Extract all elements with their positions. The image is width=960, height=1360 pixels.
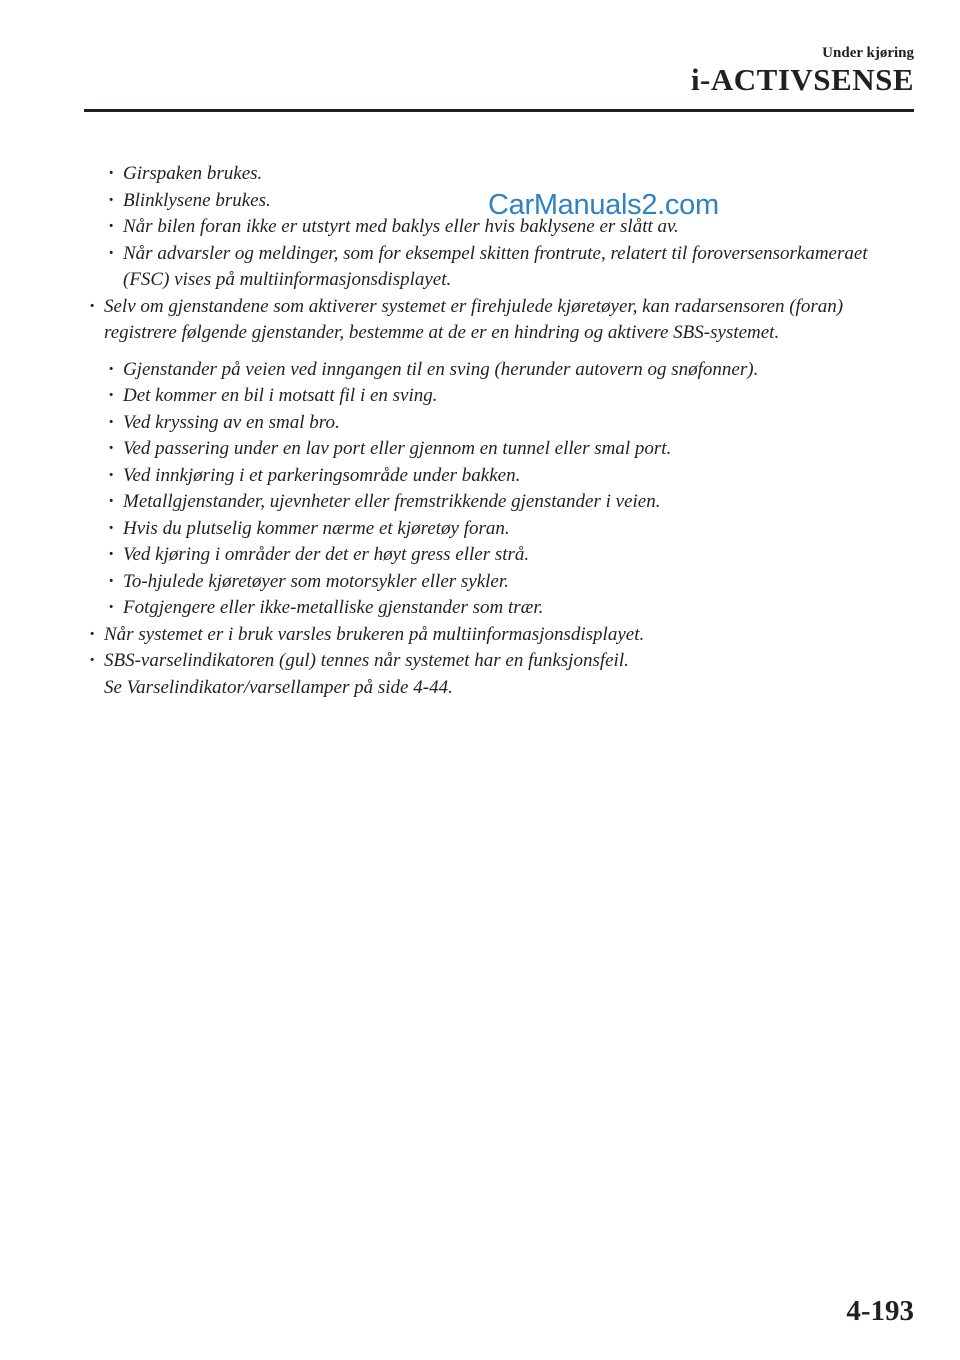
- page-header: [691, 44, 914, 98]
- list-item: · Ved innkjøring i et parkeringsområde under bakken.: [86, 463, 916, 490]
- bullet-item: · SBS-varselindikatoren (gul) tennes når systemet har en funksjonsfeil.: [86, 648, 916, 675]
- header-rule: [84, 109, 914, 112]
- list-item: · Hvis du plutselig kommer nærme et kjøretøy foran.: [86, 516, 916, 543]
- chapter-title: Under kjøring: [822, 45, 914, 61]
- list-item: · Ved passering under en lav port eller gjennom en tunnel eller smal port.: [86, 436, 916, 463]
- bullet-item: · Selv om gjenstandene som aktiverer systemet er firehjulede kjøretøyer, kan radarsensoren (foran) registrere følgende gjenstander, bestemme at de er en hindring og aktivere SBS-systemet.: [86, 294, 916, 347]
- list-item: · Ved kjøring i områder der det er høyt gress eller strå.: [86, 542, 916, 569]
- list-item: · Det kommer en bil i motsatt fil i en sving.: [86, 383, 916, 410]
- spacer: [86, 347, 916, 357]
- list-item: · Ved kryssing av en smal bro.: [86, 410, 916, 437]
- list-item: · Blinklysene brukes.: [86, 188, 916, 215]
- section-title: i-ACTIVSENSE: [690, 62, 914, 97]
- list-item: · Når bilen foran ikke er utstyrt med baklys eller hvis baklysene er slått av.: [86, 214, 916, 241]
- list-item: · Metallgjenstander, ujevnheter eller fremstrikkende gjenstander i veien.: [86, 489, 916, 516]
- list-item: · To-hjulede kjøretøyer som motorsykler eller sykler.: [86, 569, 916, 596]
- list-item: · Når advarsler og meldinger, som for eksempel skitten frontrute, relatert til foroversensorkameraet (FSC) vises på multiinformasjonsdisplayet.: [86, 241, 916, 294]
- page-number: 4-193: [846, 1295, 914, 1327]
- page-reference: Se Varselindikator/varsellamper på side 4-44.: [104, 676, 453, 698]
- list-item: · Girspaken brukes.: [86, 161, 916, 188]
- bullet-item: · Når systemet er i bruk varsles brukeren på multiinformasjonsdisplayet.: [86, 622, 916, 649]
- list-item: · Gjenstander på veien ved inngangen til en sving (herunder autovern og snøfonner).: [86, 357, 916, 384]
- list-item: · Fotgjengere eller ikke-metalliske gjenstander som trær.: [86, 595, 916, 622]
- main-content: [86, 161, 916, 701]
- watermark-logo: CarManuals2.com: [488, 189, 719, 221]
